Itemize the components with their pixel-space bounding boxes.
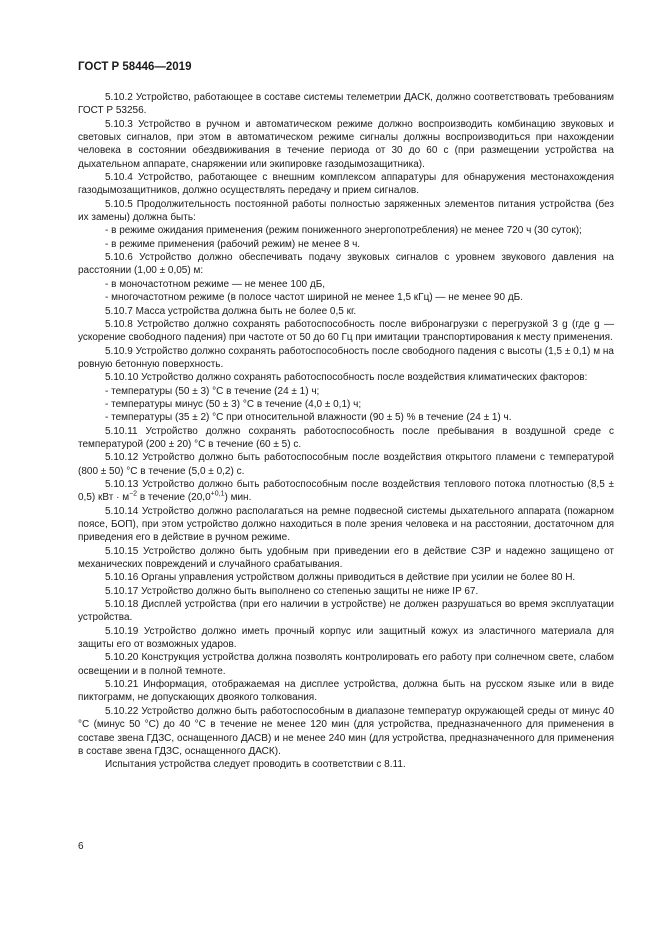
- list-item: - в режиме применения (рабочий режим) не менее 8 ч.: [105, 238, 361, 250]
- paragraph: 5.10.16 Органы управления устройством должны приводиться в действие при усилии не более 80 Н.: [105, 572, 576, 584]
- paragraph: 5.10.5 Продолжительность постоянной работы полностью заряженных элементов питания устройства (без их замены) должна быть:: [78, 198, 614, 224]
- paragraph: 5.10.7 Масса устройства должна быть не более 0,5 кг.: [105, 305, 357, 317]
- paragraph: 5.10.22 Устройство должно быть работоспособным в диапазоне температур окружающей среды от минус 40 °С (минус 50 °С) до 40 °С в течение не менее 120 мин (для устройства, предназначенного для применения в составе звена ГДЗС, оснащенного ДАСВ) и не менее 240 мин (для устройства, предназначенного для применения в составе звена ГДЗС, оснащенного ДАСК).: [78, 705, 614, 757]
- paragraph: 5.10.18 Дисплей устройства (при его наличии в устройстве) не должен разрушаться во время эксплуатации устройства.: [78, 599, 614, 624]
- paragraph-text: в течение (20,0: [137, 492, 211, 504]
- paragraph: 5.10.6 Устройство должно обеспечивать подачу звуковых сигналов с уровнем звукового давления на расстоянии (1,00 ± 0,05) м:: [78, 252, 614, 277]
- list-item: - температуры минус (50 ± 3) °С в течение (4,0 ± 0,1) ч;: [105, 398, 362, 410]
- paragraph: 5.10.3 Устройство в ручном и автоматическом режиме должно воспроизводить комбинацию звуковых и световых сигналов, при этом в автоматическом режиме сигналы должны воспроизводиться при нахождении человека в состоянии обездвиживания в течение периода от 30 до 60 с (при размещении устройства на дыхательном аппарате, снаряжении или экипировке газодымозащитника).: [78, 118, 614, 170]
- paragraph-text: 5.10.13 Устройство должно быть работоспособным после воздействия теплового потока плотностью (8,5 ± 0,5) кВт · м: [78, 478, 614, 504]
- list-item: - температуры (50 ± 3) °С в течение (24 ± 1) ч;: [105, 385, 320, 397]
- page-header: ГОСТ Р 58446—2019: [78, 61, 192, 73]
- list-item: - в моночастотном режиме — не менее 100 дБ,: [105, 278, 326, 290]
- paragraph: 5.10.11 Устройство должно сохранять работоспособность после пребывания в воздушной среде с температурой (200 ± 20) °С в течение (60 ± 5) с.: [78, 425, 614, 450]
- list-item: - температуры (35 ± 2) °С при относительной влажности (90 ± 5) % в течение (24 ± 1) ч.: [105, 412, 512, 424]
- page-number: 6: [78, 841, 84, 852]
- list-item: - в режиме ожидания применения (режим пониженного энергопотребления) не менее 720 ч (30 суток);: [105, 225, 582, 237]
- paragraph: 5.10.12 Устройство должно быть работоспособным после воздействия открытого пламени с температурой (800 ± 50) °С в течение (5,0 ± 0,2) с.: [78, 452, 614, 477]
- paragraph: 5.10.20 Конструкция устройства должна позволять контролировать его работу при солнечном свете, слабом освещении и в полной темноте.: [78, 652, 614, 677]
- paragraph: Испытания устройства следует проводить в соответствии с 8.11.: [105, 759, 406, 771]
- paragraph: 5.10.4 Устройство, работающее с внешним комплексом аппаратуры для обнаружения местонахождения газодымозащитников, должно осуществлять передачу и прием сигналов.: [78, 172, 614, 197]
- paragraph: 5.10.2 Устройство, работающее в составе системы телеметрии ДАСК, должно соответствовать требованиям ГОСТ Р 53256.: [78, 92, 614, 117]
- paragraph: 5.10.15 Устройство должно быть удобным при приведении его в действие СЗР и надежно защищено от механических повреждений и случайного срабатывания.: [78, 545, 614, 571]
- paragraph: 5.10.8 Устройство должно сохранять работоспособность после вибронагрузки с перегрузкой 3 g (где g — ускорение свободного падения) при частоте от 50 до 60 Гц при имитации транспортирования к месту применения.: [78, 318, 614, 344]
- paragraph: 5.10.10 Устройство должно сохранять работоспособность после воздействия климатических факторов:: [105, 372, 588, 384]
- superscript: −2: [129, 490, 138, 498]
- paragraph: 5.10.9 Устройство должно сохранять работоспособность после свободного падения с высоты (1,5 ± 0,1) м на ровную бетонную поверхность.: [78, 345, 614, 370]
- paragraph-text: ) мин.: [224, 492, 252, 504]
- paragraph-with-superscripts: [78, 478, 614, 505]
- document-body: [78, 91, 614, 772]
- paragraph: 5.10.17 Устройство должно быть выполнено со степенью защиты не ниже IP 67.: [105, 585, 479, 597]
- superscript: +0,1: [210, 490, 225, 498]
- paragraph: 5.10.19 Устройство должно иметь прочный корпус или защитный кожух из эластичного материала для защиты его от возможных ударов.: [78, 625, 614, 651]
- paragraph: 5.10.21 Информация, отображаемая на дисплее устройства, должна быть на русском языке или в виде пиктограмм, не допускающих двоякого толкования.: [78, 679, 614, 704]
- paragraph: 5.10.14 Устройство должно располагаться на ремне подвесной системы дыхательного аппарата (пожарном поясе, БОП), при этом устройство должно находиться в поле зрения человека и на расстоянии, достаточном для приведения его в действие в ручном режиме.: [78, 505, 614, 544]
- list-item: - многочастотном режиме (в полосе частот шириной не менее 1,5 кГц) — не менее 90 дБ.: [105, 292, 524, 304]
